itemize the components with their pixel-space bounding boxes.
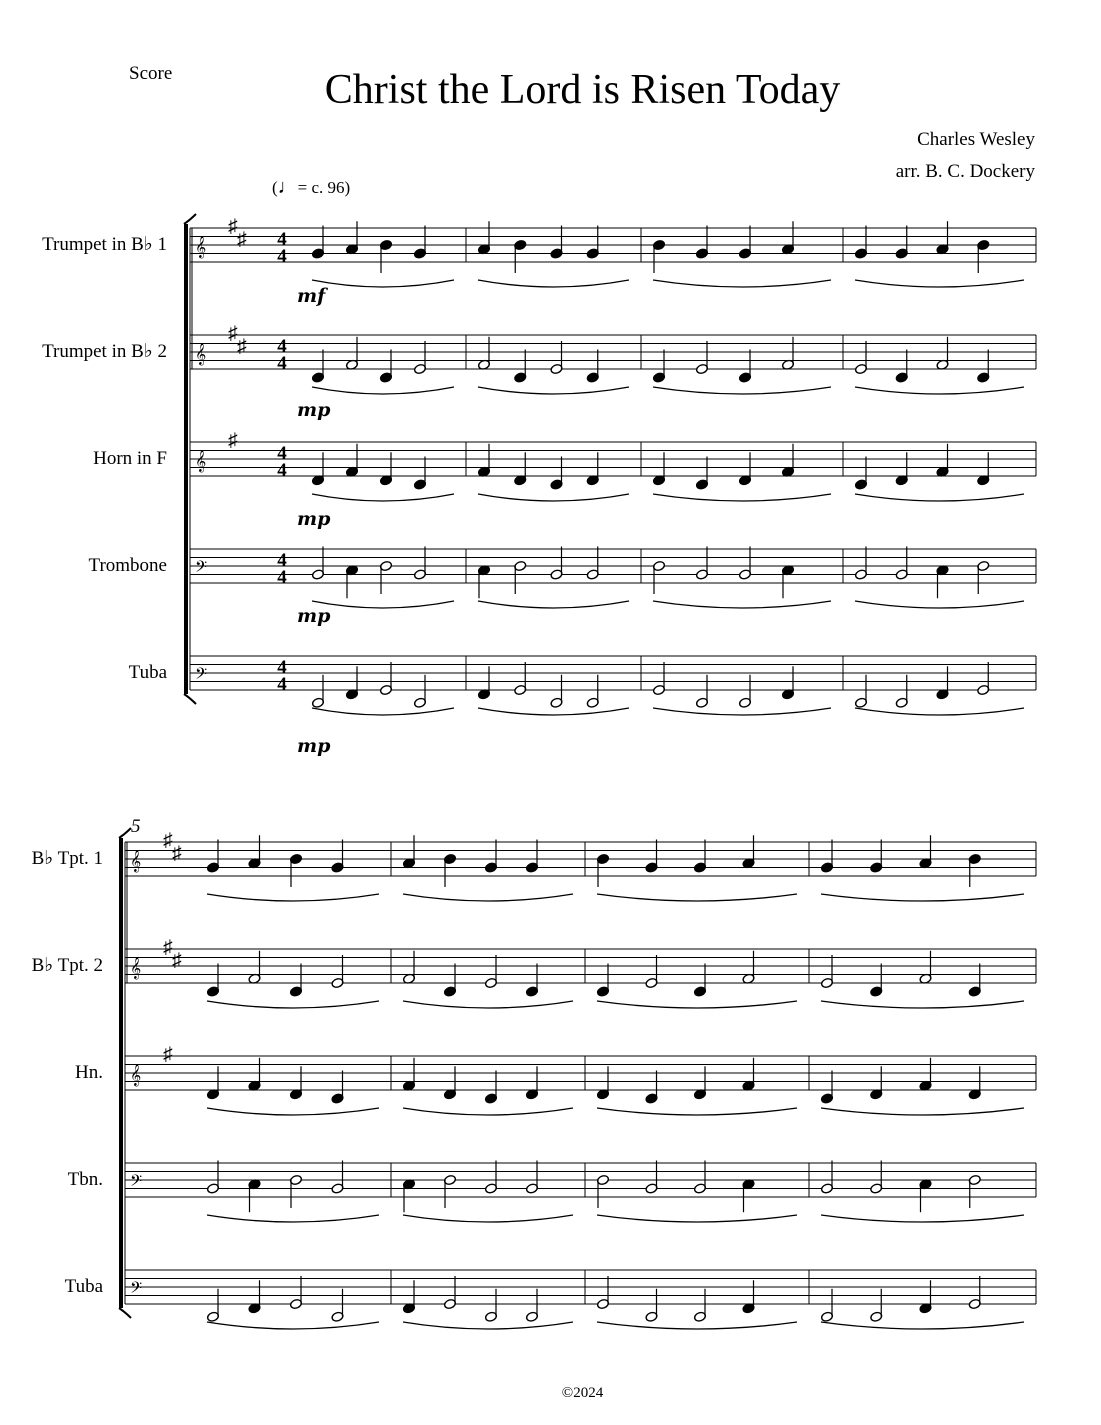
dynamic-marking: mp [297,605,331,627]
treble-clef-icon: 𝄞 [195,344,207,365]
tempo-paren: ( [272,178,278,197]
slur [597,1215,797,1222]
bracket-hook [184,214,196,224]
slur [478,280,629,287]
instrument-label: Trumpet in B♭ 1 [42,234,167,255]
sharp-icon: ♯ [237,336,247,357]
slur [653,280,831,287]
arranger-credit: arr. B. C. Dockery [895,161,1035,182]
slur [597,1322,797,1329]
slur [478,601,629,608]
score-label: Score [129,63,173,84]
dynamic-marking: mp [297,399,331,421]
slur [403,1322,573,1329]
slur [403,1001,573,1008]
treble-clef-icon: 𝄞 [130,958,142,979]
slur [855,387,1024,394]
slur [312,280,454,287]
composer-credit: Charles Wesley [917,129,1035,150]
instrument-label: Hn. [75,1062,103,1083]
bass-clef-icon: 𝄢 [130,1280,143,1301]
sharp-icon: ♯ [228,430,238,451]
sharp-icon: ♯ [237,229,247,250]
treble-clef-icon: 𝄞 [195,237,207,258]
slur [312,708,454,715]
slur [478,494,629,501]
time-sig-top: 4 [277,657,287,678]
page-title: Christ the Lord is Risen Today [324,67,841,113]
time-sig-bottom: 4 [277,674,287,695]
instrument-label: Horn in F [93,448,167,469]
sharp-icon: ♯ [172,950,182,971]
slur [597,1108,797,1115]
slur [312,387,454,394]
slur [207,894,379,901]
slur [821,1322,1024,1329]
instrument-label: Tuba [64,1276,103,1297]
slur [855,280,1024,287]
slur [478,387,629,394]
treble-clef-icon: 𝄞 [130,851,142,872]
slur [821,1215,1024,1222]
bass-clef-icon: 𝄢 [130,1173,143,1194]
staff [190,656,1036,690]
slur [207,1322,379,1329]
time-sig-bottom: 4 [277,460,287,481]
slur [855,601,1024,608]
staff [125,1163,1036,1197]
slur [597,1001,797,1008]
sharp-icon: ♯ [228,323,238,344]
treble-clef-icon: 𝄞 [130,1065,142,1086]
slur [207,1215,379,1222]
slur [597,894,797,901]
sharp-icon: ♯ [163,1044,173,1065]
time-sig-top: 4 [277,336,287,357]
slur [653,601,831,608]
copyright: ©2024 [561,1385,604,1401]
slur [855,708,1024,715]
slur [312,601,454,608]
time-sig-bottom: 4 [277,353,287,374]
sharp-icon: ♯ [172,843,182,864]
instrument-label: Trumpet in B♭ 2 [42,341,167,362]
slur [653,494,831,501]
dynamic-marking: mp [297,735,331,757]
staff [125,842,1036,876]
measure-number: 5 [131,816,141,837]
bracket-hook [184,694,196,704]
staff [125,1270,1036,1304]
bass-clef-icon: 𝄢 [195,666,208,687]
slur [403,1215,573,1222]
slur [653,708,831,715]
instrument-label: B♭ Tpt. 1 [31,848,103,869]
instrument-label: Tuba [128,662,167,683]
sharp-icon: ♯ [228,216,238,237]
instrument-label: Tbn. [67,1169,103,1190]
instrument-label: B♭ Tpt. 2 [31,955,103,976]
slur [855,494,1024,501]
bracket-hook [119,828,131,838]
bracket-hook [119,1308,131,1318]
staff [125,949,1036,983]
time-sig-top: 4 [277,550,287,571]
slur [207,1108,379,1115]
slur [821,1001,1024,1008]
time-sig-top: 4 [277,229,287,250]
time-sig-bottom: 4 [277,246,287,267]
slur [207,1001,379,1008]
instrument-label: Trombone [88,555,167,576]
slur [403,894,573,901]
staff [190,335,1036,369]
quarter-note-icon: ♩ [277,176,298,198]
staff [190,442,1036,476]
staff [125,1056,1036,1090]
sharp-icon: ♯ [163,937,173,958]
slur [821,1108,1024,1115]
slur [821,894,1024,901]
time-sig-bottom: 4 [277,567,287,588]
time-sig-top: 4 [277,443,287,464]
dynamic-marking: mf [297,285,326,307]
tempo-value: = c. 96) [297,178,351,197]
dynamic-marking: mp [297,508,331,530]
sharp-icon: ♯ [163,830,173,851]
slur [403,1108,573,1115]
slur [312,494,454,501]
slur [478,708,629,715]
treble-clef-icon: 𝄞 [195,451,207,472]
slur [653,387,831,394]
bass-clef-icon: 𝄢 [195,559,208,580]
